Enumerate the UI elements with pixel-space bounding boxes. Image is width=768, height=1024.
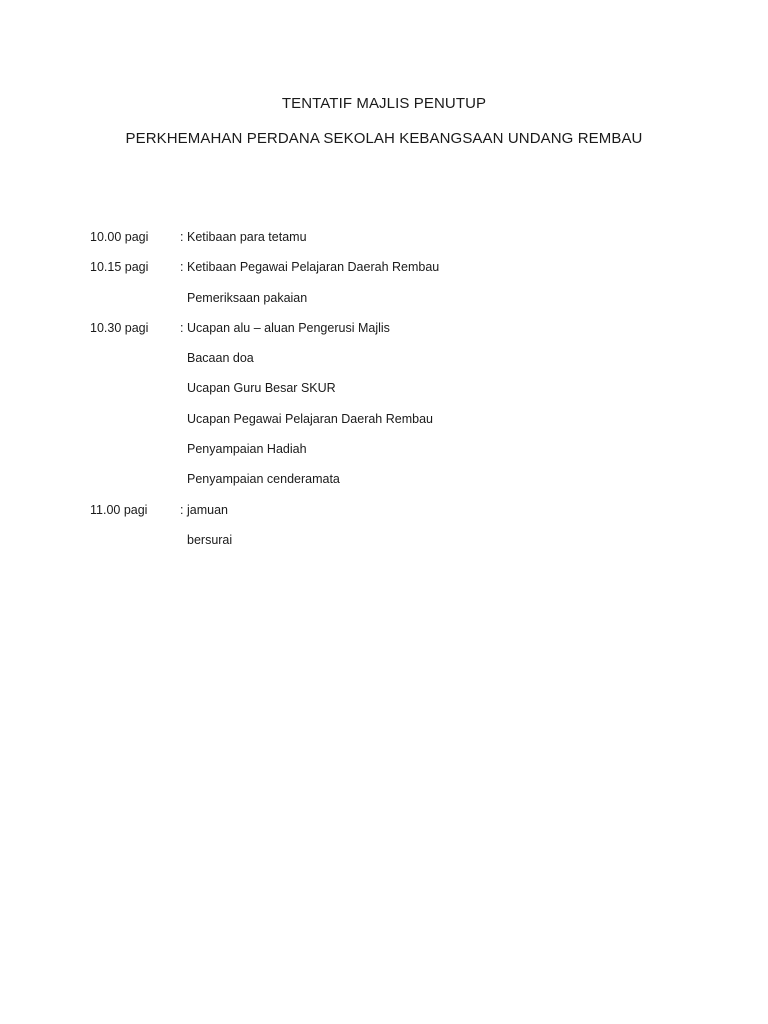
schedule-colon: : — [180, 230, 184, 244]
schedule-row — [90, 411, 690, 441]
schedule-row — [90, 290, 690, 320]
schedule-colon: : — [180, 320, 184, 335]
schedule-activity: Bacaan doa — [187, 351, 254, 366]
schedule-activity: Penyampaian Hadiah — [187, 442, 307, 457]
schedule-time: 11.00 pagi — [90, 502, 148, 517]
schedule-row — [90, 259, 690, 289]
document-title: TENTATIF MAJLIS PENUTUP — [281, 95, 487, 112]
schedule-list — [90, 229, 690, 562]
schedule-activity: Penyampaian cenderamata — [187, 472, 340, 487]
schedule-activity: jamuan — [187, 502, 228, 517]
schedule-row — [90, 532, 690, 562]
schedule-activity: Ketibaan para tetamu — [187, 230, 307, 244]
schedule-activity: Ucapan Pegawai Pelajaran Daerah Rembau — [187, 411, 433, 426]
schedule-colon: : — [180, 502, 184, 517]
schedule-activity: bersurai — [187, 532, 233, 547]
schedule-activity: Ketibaan Pegawai Pelajaran Daerah Rembau — [187, 260, 440, 275]
document-subtitle: PERKHEMAHAN PERDANA SEKOLAH KEBANGSAAN UNDANG REMBAU — [125, 130, 643, 147]
schedule-row — [90, 502, 690, 532]
schedule-row — [90, 229, 690, 259]
schedule-activity: Ucapan Guru Besar SKUR — [187, 381, 336, 396]
schedule-time: 10.15 pagi — [90, 260, 149, 275]
schedule-time: 10.30 pagi — [90, 320, 149, 335]
schedule-colon: : — [180, 260, 184, 275]
schedule-row — [90, 350, 690, 380]
schedule-row — [90, 380, 690, 410]
schedule-row — [90, 471, 690, 501]
schedule-row — [90, 320, 690, 350]
schedule-activity: Pemeriksaan pakaian — [187, 290, 308, 305]
schedule-time: 10.00 pagi — [90, 230, 149, 244]
schedule-activity: Ucapan alu – aluan Pengerusi Majlis — [187, 320, 390, 335]
schedule-row — [90, 441, 690, 471]
